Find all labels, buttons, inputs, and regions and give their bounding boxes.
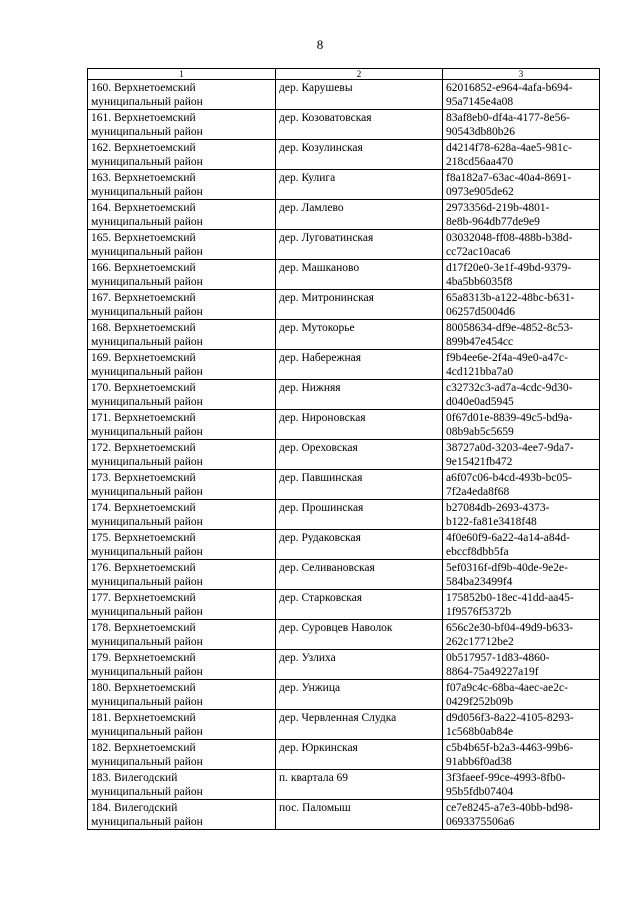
settlement-registry-table [87,68,600,830]
district-line: 182. Верхнетоемский [91,742,196,754]
guid-line: 8864-75a49227a19f [446,666,539,678]
district-line: 183. Вилегодский [91,772,178,784]
guid-line: 38727a0d-3203-4ee7-9da7- [446,442,574,454]
table-row [88,440,600,470]
guid-line: 95a7145e4a08 [446,96,514,108]
guid-line: 0973e905de62 [446,186,514,198]
guid-cell [443,170,600,200]
district-cell [88,110,276,140]
settlement-cell: дер. Мутокорье [276,320,443,350]
table-row [88,560,600,590]
district-cell [88,500,276,530]
district-line: муниципальный район [91,696,203,708]
district-line: муниципальный район [91,486,203,498]
guid-line: b27084db-2693-4373- [446,502,550,514]
district-cell [88,680,276,710]
guid-cell [443,440,600,470]
guid-line: 95b5fdb07404 [446,786,514,798]
district-cell [88,560,276,590]
guid-cell [443,290,600,320]
column-header-1: 1 [88,69,276,80]
guid-line: 899b47e454cc [446,336,514,348]
guid-line: 4ba5bb6035f8 [446,276,513,288]
settlement-cell: дер. Юркинская [276,740,443,770]
district-line: муниципальный район [91,396,203,408]
guid-cell [443,590,600,620]
guid-line: 262c17712be2 [446,636,514,648]
guid-line: a6f07c06-b4cd-493b-bc05- [446,472,572,484]
guid-line: c32732c3-ad7a-4cdc-9d30- [446,382,573,394]
district-line: 170. Верхнетоемский [91,382,196,394]
settlement-cell: дер. Козулинская [276,140,443,170]
district-line: 176. Верхнетоемский [91,562,196,574]
guid-line: 62016852-e964-4afa-b694- [446,82,573,94]
guid-cell [443,80,600,110]
district-line: 163. Верхнетоемский [91,172,196,184]
settlement-cell: дер. Старковская [276,590,443,620]
table-row [88,740,600,770]
guid-line: 656c2e30-bf04-49d9-b633- [446,622,574,634]
district-line: муниципальный район [91,786,203,798]
guid-line: 3f3faeef-99ce-4993-8fb0- [446,772,566,784]
district-cell [88,800,276,830]
guid-line: 08b9ab5c5659 [446,426,514,438]
district-cell [88,530,276,560]
guid-line: 91abb6f0ad38 [446,756,512,768]
settlement-cell: дер. Селивановская [276,560,443,590]
district-line: муниципальный район [91,126,203,138]
guid-line: ce7e8245-a7e3-40bb-bd98- [446,802,574,814]
guid-cell [443,620,600,650]
guid-cell [443,740,600,770]
district-cell [88,620,276,650]
district-cell [88,710,276,740]
district-cell [88,320,276,350]
table-row [88,290,600,320]
guid-cell [443,470,600,500]
district-cell [88,410,276,440]
district-cell [88,740,276,770]
district-cell [88,290,276,320]
district-cell [88,170,276,200]
district-cell [88,140,276,170]
table-row [88,170,600,200]
settlement-cell: дер. Ореховская [276,440,443,470]
guid-cell [443,680,600,710]
district-line: муниципальный район [91,726,203,738]
guid-cell [443,800,600,830]
guid-cell [443,260,600,290]
guid-cell [443,500,600,530]
table-row [88,80,600,110]
guid-line: cc72ac10aca6 [446,246,511,258]
district-line: муниципальный район [91,636,203,648]
district-cell [88,350,276,380]
guid-cell [443,350,600,380]
district-cell [88,80,276,110]
district-line: 173. Верхнетоемский [91,472,196,484]
guid-line: 0b517957-1d83-4860- [446,652,550,664]
guid-line: 65a8313b-a122-48bc-b631- [446,292,575,304]
guid-line: f8a182a7-63ac-40a4-8691- [446,172,572,184]
district-line: 171. Верхнетоемский [91,412,196,424]
guid-cell [443,230,600,260]
district-line: 161. Верхнетоемский [91,112,196,124]
guid-line: 584ba23499f4 [446,576,513,588]
table-row [88,620,600,650]
guid-line: 0f67d01e-8839-49c5-bd9a- [446,412,573,424]
settlement-cell: дер. Червленная Слудка [276,710,443,740]
guid-cell [443,410,600,440]
district-line: 175. Верхнетоемский [91,532,196,544]
settlement-cell: п. квартала 69 [276,770,443,800]
column-header-3: 3 [443,69,600,80]
district-cell [88,770,276,800]
district-line: 165. Верхнетоемский [91,232,196,244]
district-line: муниципальный район [91,246,203,258]
district-line: 178. Верхнетоемский [91,622,196,634]
guid-line: 4cd121bba7a0 [446,366,514,378]
district-line: 168. Верхнетоемский [91,322,196,334]
table-row [88,260,600,290]
guid-line: 9e15421fb472 [446,456,513,468]
table-row [88,800,600,830]
district-line: 177. Верхнетоемский [91,592,196,604]
table-row [88,350,600,380]
district-cell [88,200,276,230]
district-cell [88,380,276,410]
district-line: 172. Верхнетоемский [91,442,196,454]
table-row [88,380,600,410]
district-line: 184. Вилегодский [91,802,178,814]
district-cell [88,590,276,620]
district-line: муниципальный район [91,156,203,168]
district-line: муниципальный район [91,336,203,348]
district-line: муниципальный район [91,666,203,678]
guid-cell [443,650,600,680]
guid-cell [443,140,600,170]
district-line: 174. Верхнетоемский [91,502,196,514]
guid-line: 03032048-ff08-488b-b38d- [446,232,573,244]
guid-line: 06257d5004d6 [446,306,515,318]
table-row [88,410,600,440]
guid-line: 80058634-df9e-4852-8c53- [446,322,574,334]
guid-cell [443,770,600,800]
guid-cell [443,560,600,590]
district-line: 179. Верхнетоемский [91,652,196,664]
district-line: 181. Верхнетоемский [91,712,196,724]
guid-line: 83af8eb0-df4a-4177-8e56- [446,112,570,124]
settlement-cell: дер. Митронинская [276,290,443,320]
guid-line: f9b4ee6e-2f4a-49e0-a47c- [446,352,568,364]
district-line: муниципальный район [91,756,203,768]
settlement-cell: дер. Нироновская [276,410,443,440]
guid-line: 2973356d-219b-4801- [446,202,550,214]
district-line: 160. Верхнетоемский [91,82,196,94]
guid-line: 8e8b-964db77de9e9 [446,216,540,228]
district-line: муниципальный район [91,516,203,528]
settlement-cell: дер. Кулига [276,170,443,200]
district-cell [88,650,276,680]
district-line: муниципальный район [91,546,203,558]
district-cell [88,260,276,290]
district-line: муниципальный район [91,306,203,318]
settlement-cell: дер. Ламлево [276,200,443,230]
table-row [88,650,600,680]
district-line: 164. Верхнетоемский [91,202,196,214]
guid-line: 5ef0316f-df9b-40de-9e2e- [446,562,568,574]
guid-cell [443,320,600,350]
table-row [88,680,600,710]
settlement-cell: пос. Паломыш [276,800,443,830]
guid-line: ebccf8dbb5fa [446,546,509,558]
settlement-cell: дер. Прошинская [276,500,443,530]
guid-line: d040e0ad5945 [446,396,514,408]
settlement-cell: дер. Машканово [276,260,443,290]
table-row [88,110,600,140]
guid-cell [443,200,600,230]
settlement-cell: дер. Павшинская [276,470,443,500]
settlement-cell: дер. Набережная [276,350,443,380]
guid-line: 4f0e60f9-6a22-4a14-a84d- [446,532,570,544]
table-row [88,530,600,560]
guid-line: 175852b0-18ec-41dd-aa45- [446,592,574,604]
guid-line: d4214f78-628a-4ae5-981c- [446,142,572,154]
column-header-2: 2 [276,69,443,80]
settlement-cell: дер. Унжица [276,680,443,710]
guid-line: 90543db80b26 [446,126,515,138]
guid-line: 1f9576f5372b [446,606,512,618]
settlement-cell: дер. Козоватовская [276,110,443,140]
guid-line: 1c568b0ab84e [446,726,514,738]
guid-line: d9d056f3-8a22-4105-8293- [446,712,574,724]
guid-line: b122-fa81e3418f48 [446,516,537,528]
district-cell [88,230,276,260]
table-row [88,500,600,530]
guid-line: f07a9c4c-68ba-4aec-ae2c- [446,682,568,694]
district-line: муниципальный район [91,96,203,108]
table-row [88,140,600,170]
district-line: 162. Верхнетоемский [91,142,196,154]
guid-line: d17f20e0-3e1f-49bd-9379- [446,262,572,274]
guid-cell [443,530,600,560]
district-line: муниципальный район [91,456,203,468]
district-line: 167. Верхнетоемский [91,292,196,304]
district-line: 169. Верхнетоемский [91,352,196,364]
table-row [88,710,600,740]
district-cell [88,470,276,500]
settlement-cell: дер. Луговатинская [276,230,443,260]
settlement-cell: дер. Узлиха [276,650,443,680]
guid-line: 0693375506a6 [446,816,515,828]
guid-cell [443,710,600,740]
district-line: муниципальный район [91,816,203,828]
guid-line: 7f2a4eda8f68 [446,486,510,498]
column-number-row [88,69,600,80]
guid-line: 218cd56aa470 [446,156,514,168]
table-row [88,200,600,230]
guid-line: c5b4b65f-b2a3-4463-99b6- [446,742,574,754]
district-line: муниципальный район [91,216,203,228]
district-line: 180. Верхнетоемский [91,682,196,694]
table-row [88,770,600,800]
district-line: муниципальный район [91,576,203,588]
settlement-cell: дер. Суровцев Наволок [276,620,443,650]
guid-cell [443,380,600,410]
table-row [88,230,600,260]
district-line: муниципальный район [91,276,203,288]
table-row [88,590,600,620]
district-line: муниципальный район [91,426,203,438]
settlement-cell: дер. Нижняя [276,380,443,410]
guid-line: 0429f252b09b [446,696,514,708]
district-line: муниципальный район [91,366,203,378]
table-row [88,320,600,350]
page-number: 8 [316,37,324,52]
district-cell [88,440,276,470]
settlement-cell: дер. Рудаковская [276,530,443,560]
table-row [88,470,600,500]
district-line: 166. Верхнетоемский [91,262,196,274]
district-line: муниципальный район [91,606,203,618]
district-line: муниципальный район [91,186,203,198]
table-body [88,80,600,830]
settlement-cell: дер. Карушевы [276,80,443,110]
guid-cell [443,110,600,140]
